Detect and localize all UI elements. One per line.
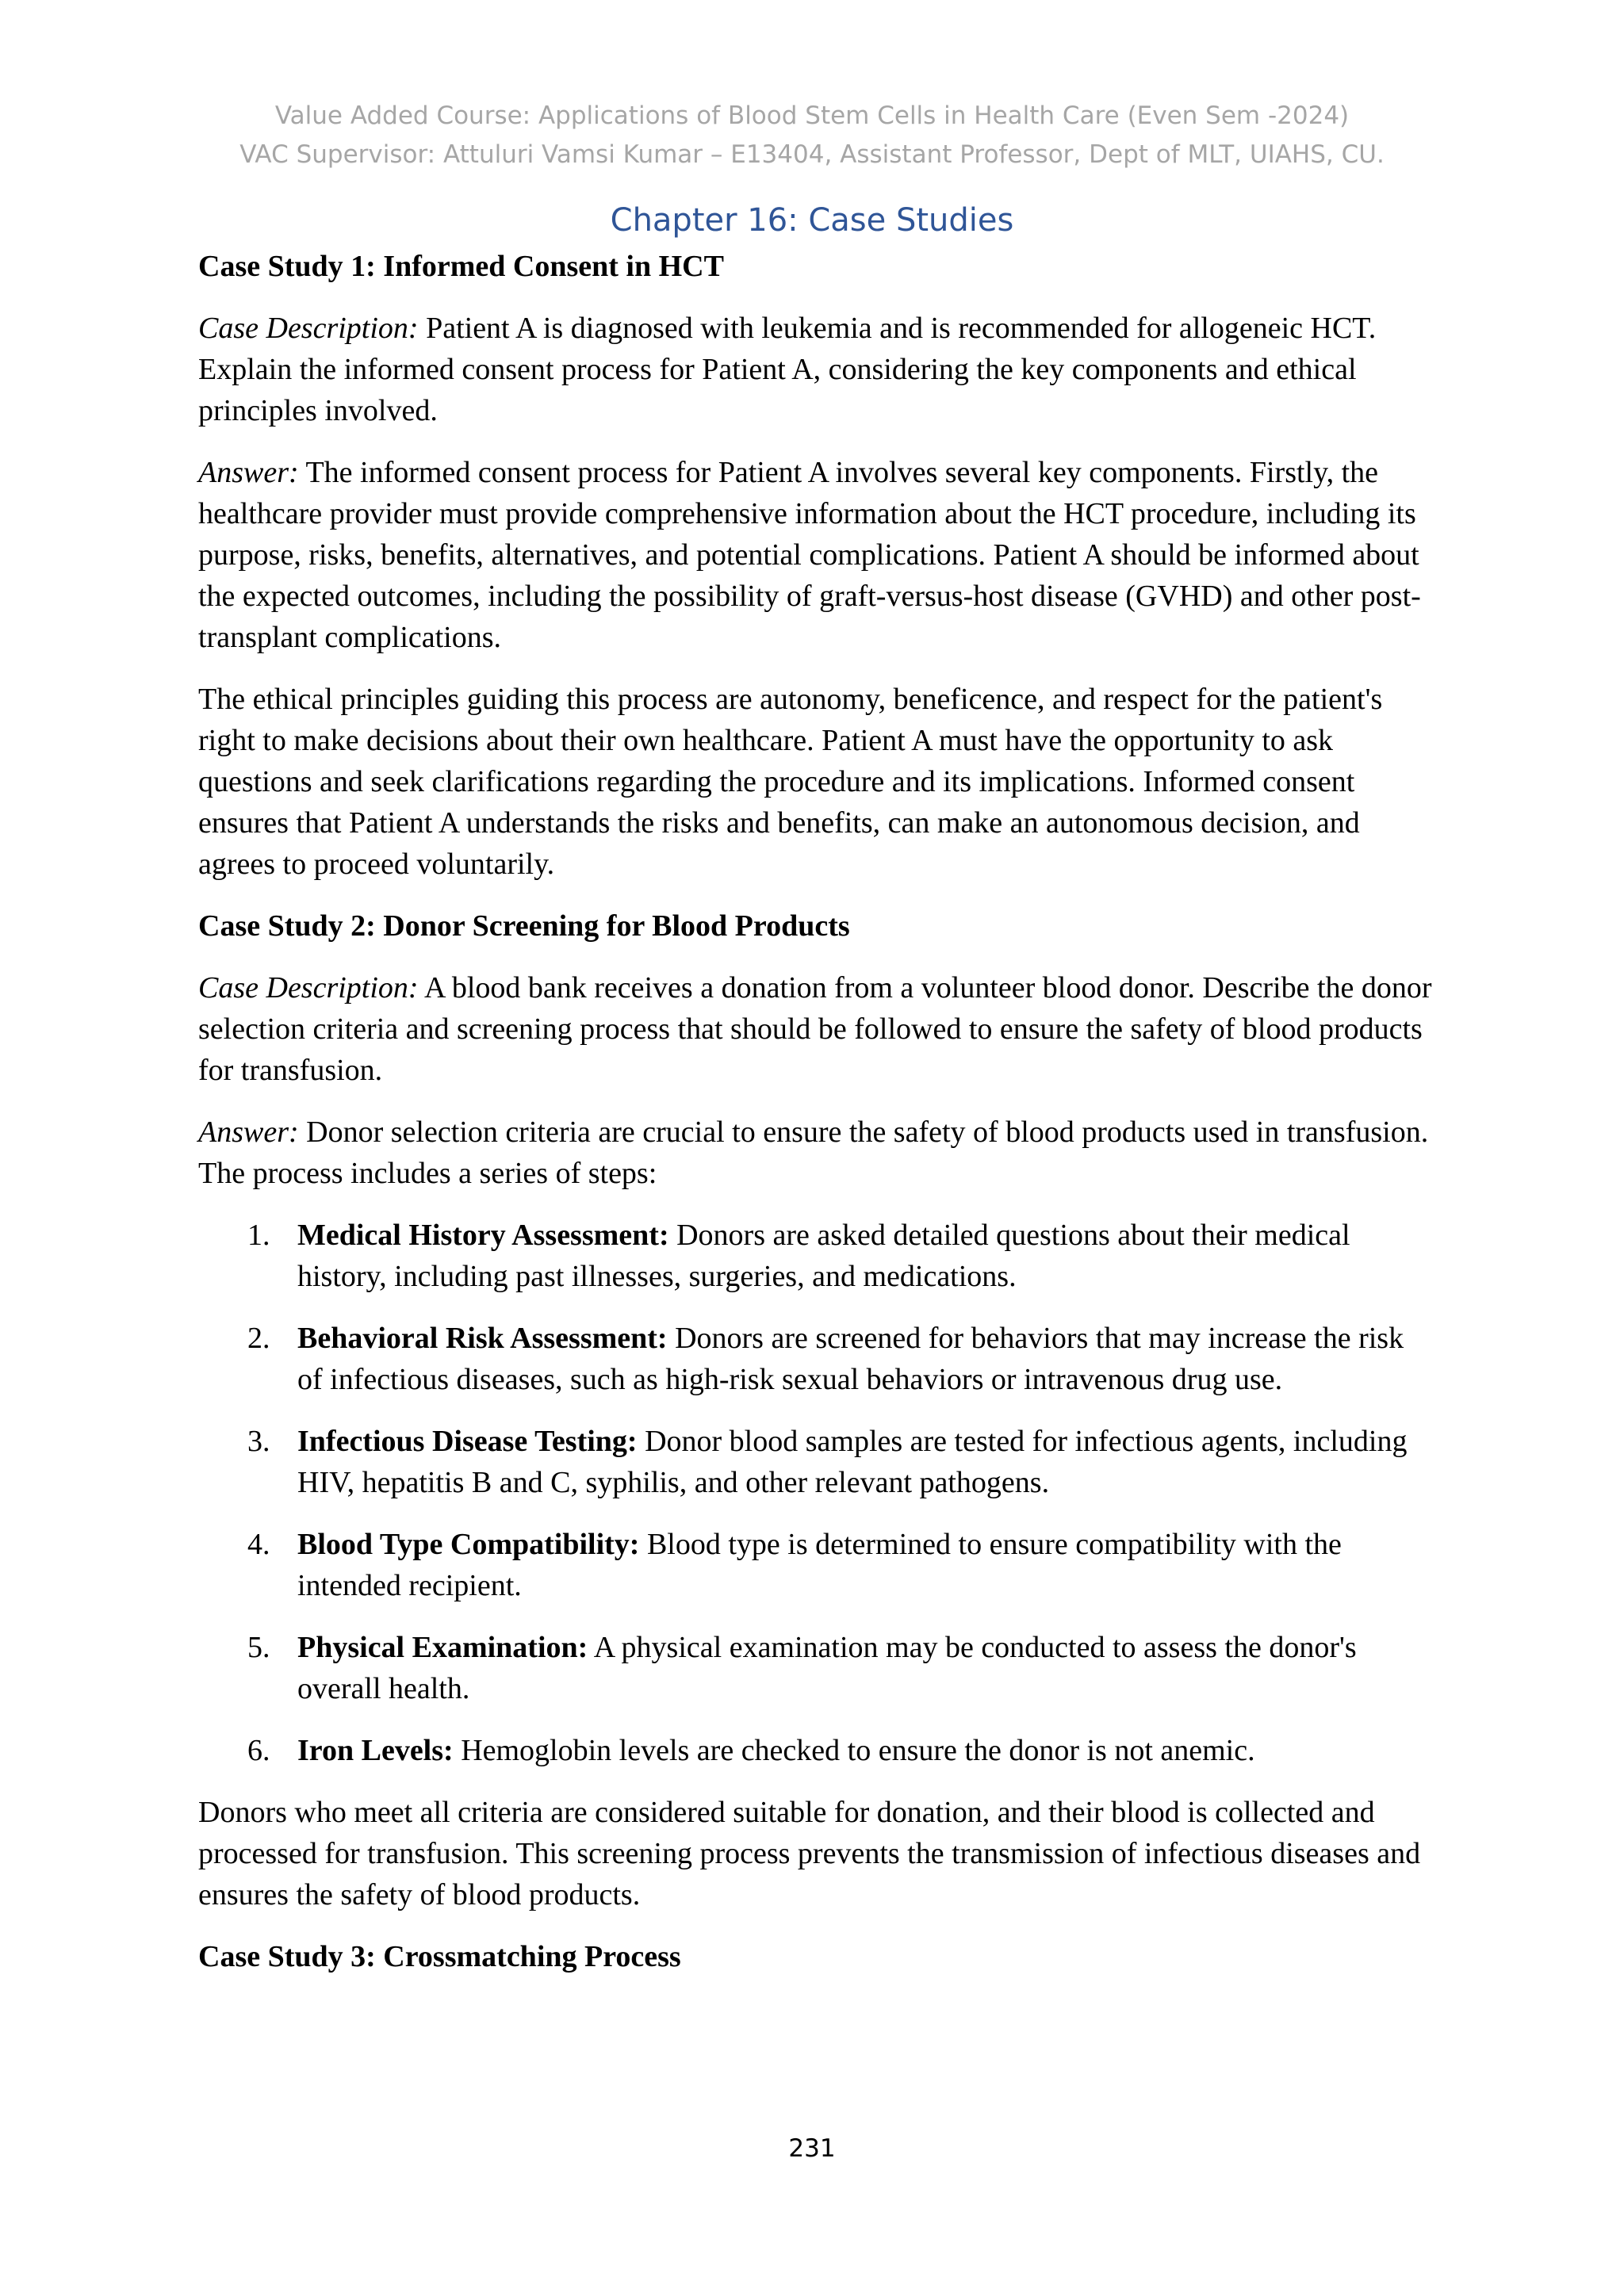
screening-steps-list [198, 1215, 1435, 1771]
step-title: Medical History Assessment: [297, 1219, 669, 1252]
header-supervisor-line: VAC Supervisor: Attuluri Vamsi Kumar – E13404, Assistant Professor, Dept of MLT, UIAHS, CU. [239, 140, 1385, 169]
case-study-1-heading: Case Study 1: Informed Consent in HCT [198, 250, 724, 283]
step-text: Donors are screened for behaviors that may increase the risk of infectious diseases, such as high-risk sexual behaviors or intravenous drug use. [297, 1322, 1404, 1396]
case-study-3-heading: Case Study 3: Crossmatching Process [198, 1940, 681, 1973]
step-text: Donors are asked detailed questions about their medical history, including past illnesses, surgeries, and medications. [297, 1219, 1350, 1293]
step-title: Behavioral Risk Assessment: [297, 1322, 668, 1355]
case-study-1-answer [198, 452, 1435, 658]
case-study-2-answer [198, 1112, 1435, 1194]
running-header [0, 97, 1624, 174]
case-study-2-heading: Case Study 2: Donor Screening for Blood Products [198, 909, 850, 943]
step-text: Blood type is determined to ensure compatibility with the intended recipient. [297, 1528, 1342, 1602]
step-text: Hemoglobin levels are checked to ensure the donor is not anemic. [453, 1734, 1255, 1767]
case-study-2-conclusion: Donors who meet all criteria are considered suitable for donation, and their blood is collected and processed for transfusion. This screening process prevents the transmission of infectious diseases and ensures the safety of blood products. [198, 1796, 1421, 1911]
list-item [198, 1215, 1435, 1297]
step-text: A physical examination may be conducted to assess the donor's overall health. [297, 1631, 1357, 1705]
list-item [198, 1318, 1435, 1400]
answer-label: Answer: [198, 1115, 299, 1149]
list-item [198, 1421, 1435, 1503]
chapter-title: Chapter 16: Case Studies [610, 202, 1014, 239]
case-study-1-description [198, 308, 1435, 431]
description-label: Case Description: [198, 971, 419, 1004]
list-number: 3. [247, 1425, 270, 1458]
list-number: 1. [247, 1219, 270, 1252]
step-title: Blood Type Compatibility: [297, 1528, 640, 1561]
description-label: Case Description: [198, 312, 419, 345]
header-course-line: Value Added Course: Applications of Blood Stem Cells in Health Care (Even Sem -2024) [274, 101, 1350, 130]
step-title: Infectious Disease Testing: [297, 1425, 638, 1458]
case-study-2-description [198, 967, 1435, 1091]
answer-label: Answer: [198, 456, 299, 489]
answer-text: The informed consent process for Patient A involves several key components. Firstly, the healthcare provider must provide comprehensive information about the HCT procedure, including its purpose, risks, benefits, alternatives, and potential complications. Patient A should be informed about the expected outcomes, including the possibility of graft-versus-host disease (GVHD) and other post-transplant complications. [198, 456, 1421, 654]
list-item [198, 1524, 1435, 1606]
list-number: 6. [247, 1734, 270, 1767]
step-title: Iron Levels: [297, 1734, 454, 1767]
list-number: 4. [247, 1528, 270, 1561]
description-text: Patient A is diagnosed with leukemia and is recommended for allogeneic HCT. Explain the informed consent process for Patient A, considering the key components and ethical principles involved. [198, 312, 1377, 427]
step-text: Donor blood samples are tested for infectious agents, including HIV, hepatitis B and C, syphilis, and other relevant pathogens. [297, 1425, 1408, 1499]
list-item [198, 1730, 1435, 1771]
step-title: Physical Examination: [297, 1631, 588, 1664]
description-text: A blood bank receives a donation from a volunteer blood donor. Describe the donor selection criteria and screening process that should be followed to ensure the safety of blood products for transfusion. [198, 971, 1432, 1087]
page-body [198, 246, 1435, 1998]
case-study-1-ethics-paragraph: The ethical principles guiding this process are autonomy, beneficence, and respect for the patient's right to make decisions about their own healthcare. Patient A must have the opportunity to ask questions and seek clarifications regarding the procedure and its implications. Informed consent ensures that Patient A understands the risks and benefits, can make an autonomous decision, and agrees to proceed voluntarily. [198, 683, 1383, 881]
page-number: 231 [788, 2134, 836, 2163]
answer-text: Donor selection criteria are crucial to ensure the safety of blood products used in transfusion. The process includes a series of steps: [198, 1115, 1429, 1190]
list-number: 2. [247, 1322, 270, 1355]
list-item [198, 1627, 1435, 1709]
list-number: 5. [247, 1631, 270, 1664]
